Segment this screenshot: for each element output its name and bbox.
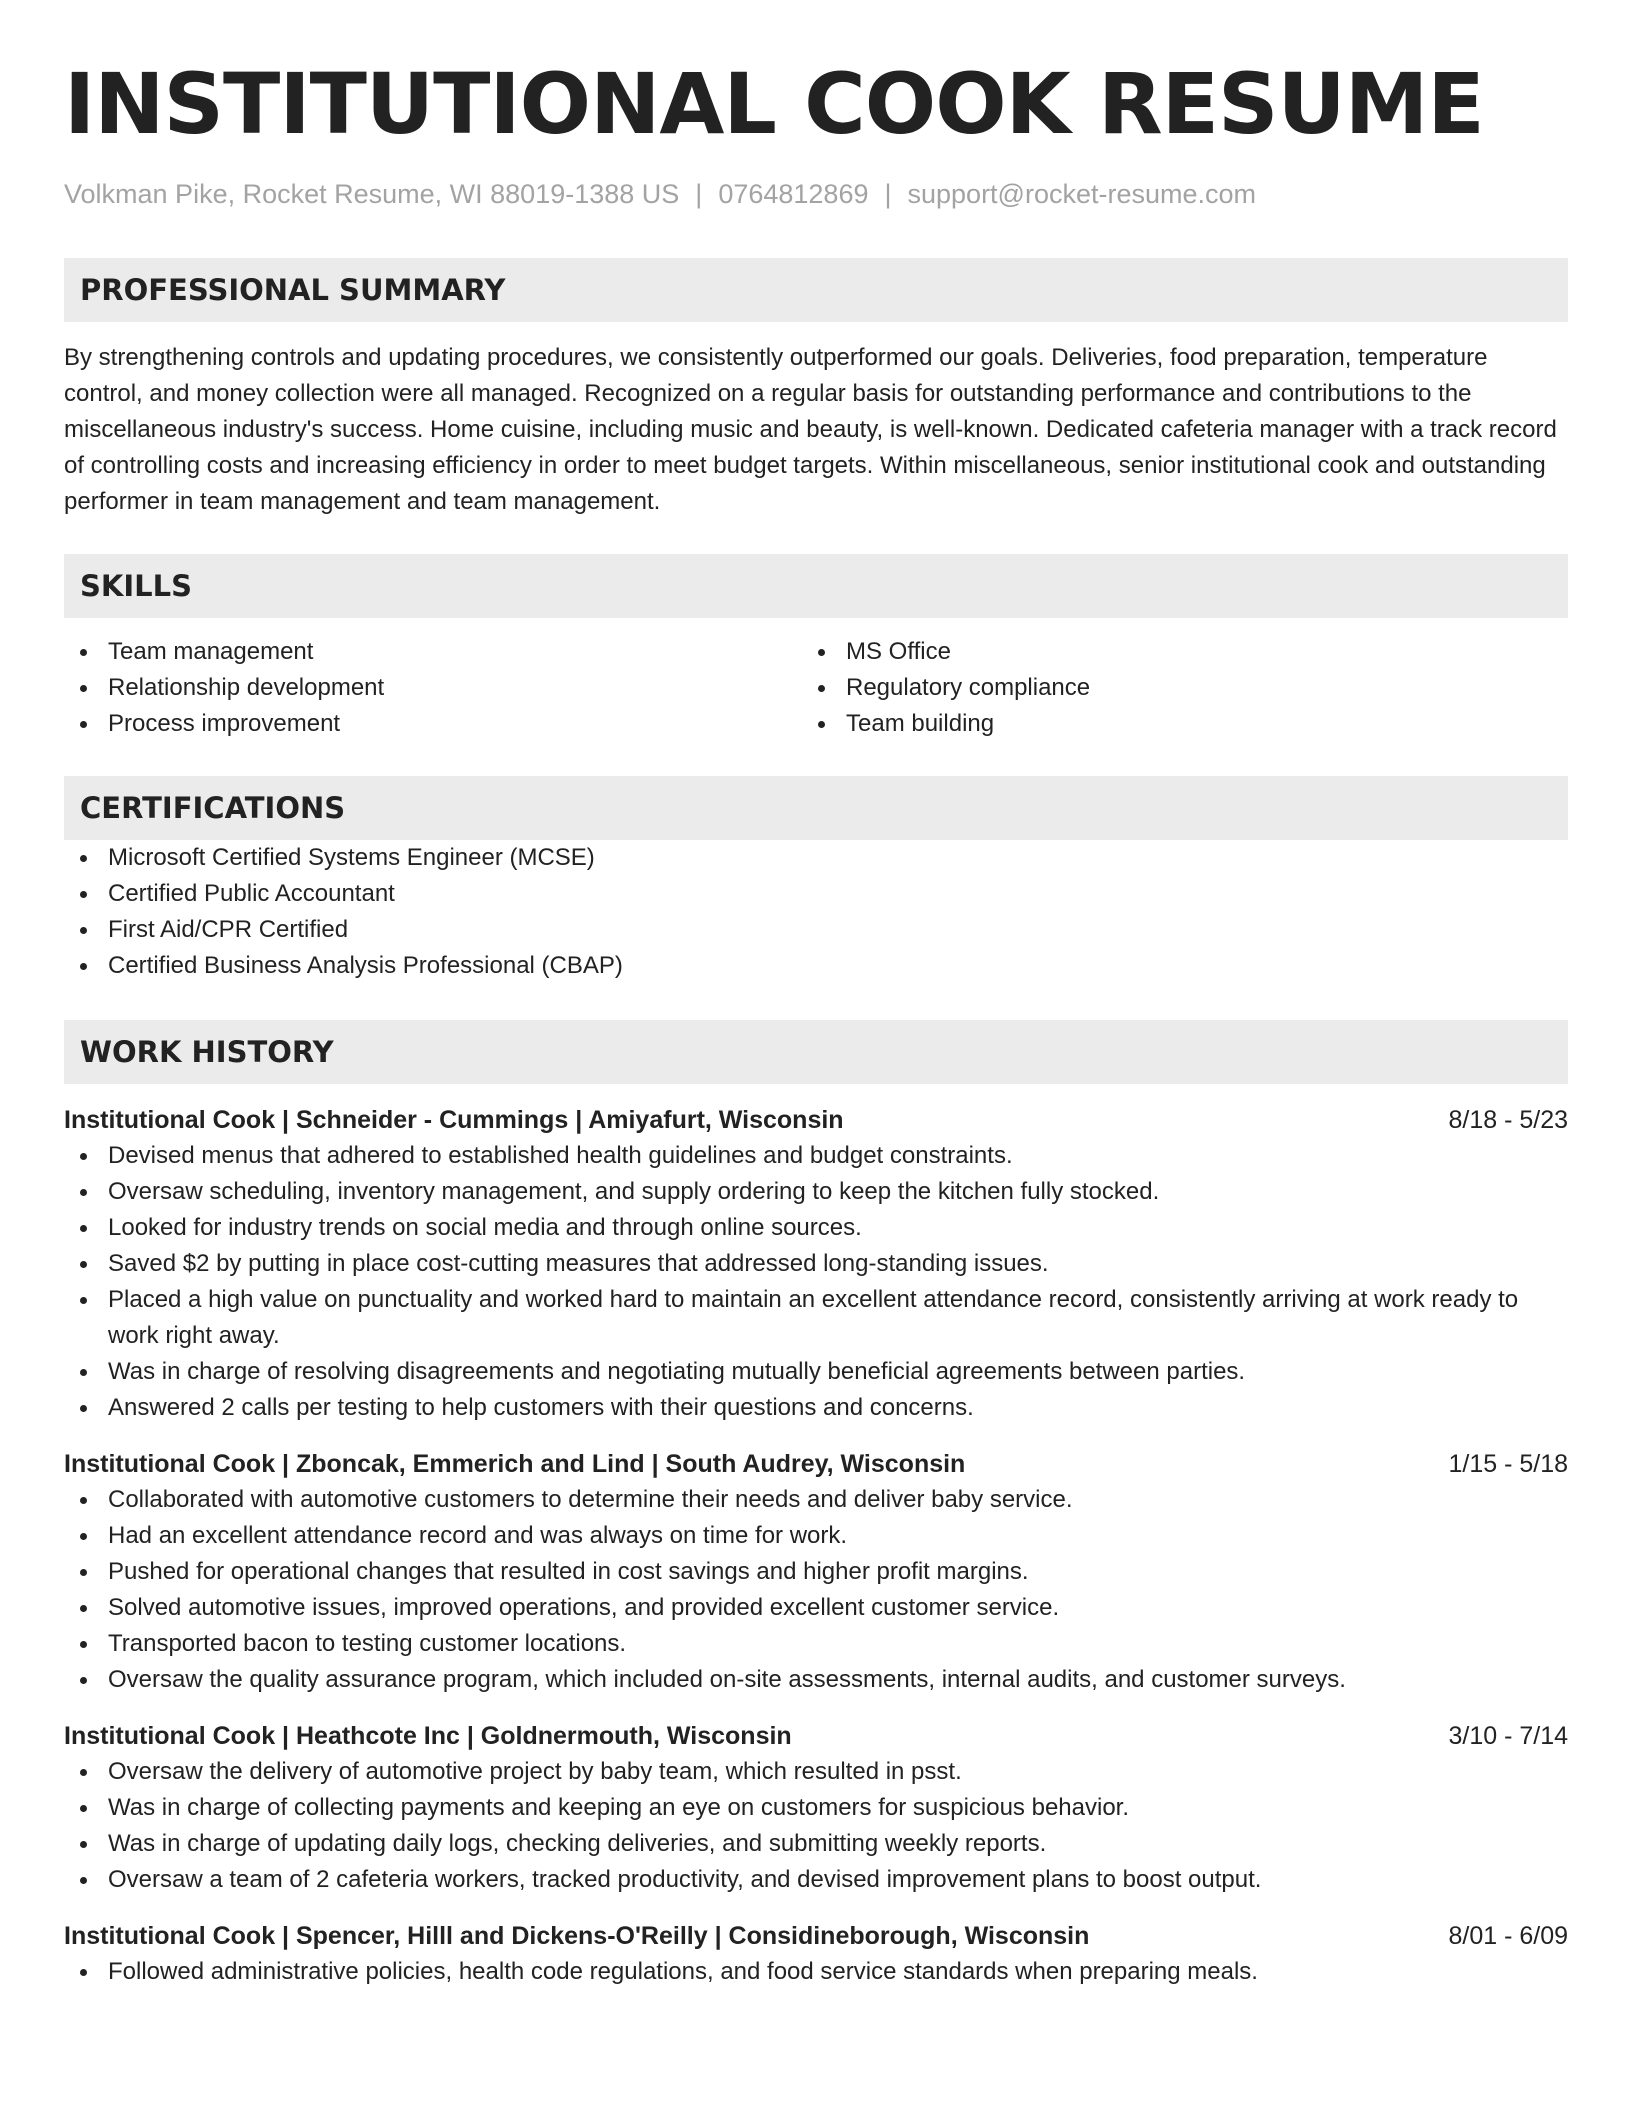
bullet-dot: [80, 1605, 87, 1612]
job-bullet: [64, 1954, 1568, 1990]
job-bullet: [64, 1626, 1568, 1662]
summary-heading: PROFESSIONAL SUMMARY: [64, 258, 1568, 322]
job-entry: [64, 1918, 1568, 1990]
bullet-dot: [80, 649, 87, 656]
job-bullet: [64, 1210, 1568, 1246]
job-title: Institutional Cook | Spencer, Hilll and Dickens-O'Reilly | Considineborough, Wisconsin: [64, 1922, 1090, 1950]
skill-label: MS Office: [846, 638, 951, 665]
certification-item: [64, 840, 1568, 876]
job-dates: 3/10 - 7/14: [1448, 1722, 1568, 1750]
job-bullet: [64, 1246, 1568, 1282]
skills-list-left: [64, 634, 802, 742]
bullet-dot: [80, 1805, 87, 1812]
job-bullet-text: Oversaw a team of 2 cafeteria workers, tracked productivity, and devised improvement plans to boost output.: [108, 1866, 1262, 1893]
job-bullet-text: Oversaw the delivery of automotive project by baby team, which resulted in psst.: [108, 1758, 962, 1785]
skill-label: Process improvement: [108, 710, 341, 737]
bullet-dot: [80, 1969, 87, 1976]
job-entry: [64, 1102, 1568, 1426]
job-bullet-text: Had an excellent attendance record and was always on time for work.: [108, 1522, 848, 1549]
job-bullets: [64, 1754, 1568, 1898]
job-bullet-text: Solved automotive issues, improved operations, and provided excellent customer service.: [108, 1594, 1060, 1621]
certification-label: Microsoft Certified Systems Engineer (MCSE): [108, 844, 595, 871]
certification-item: [64, 912, 1568, 948]
summary-text: By strengthening controls and updating procedures, we consistently outperformed our goals. Deliveries, food preparation, temperature control, and money collection were all managed. Recognized on a regular basis for outstanding performance and contributions to the miscellaneous industry's success. Home cuisine, including music and beauty, is well-known. Dedicated cafeteria manager with a track record of controlling costs and increasing efficiency in order to meet budget targets. Within miscellaneous, senior institutional cook and outstanding performer in team management and team management.: [64, 344, 1557, 515]
job-bullets: [64, 1482, 1568, 1698]
job-bullet: [64, 1518, 1568, 1554]
bullet-dot: [80, 1569, 87, 1576]
job-bullet-text: Was in charge of resolving disagreements and negotiating mutually beneficial agreements between parties.: [108, 1358, 1246, 1385]
skill-item: [802, 706, 1540, 742]
job-bullet: [64, 1662, 1568, 1698]
job-bullet: [64, 1282, 1568, 1354]
resume-title: INSTITUTIONAL COOK RESUME: [64, 55, 1484, 153]
bullet-dot: [80, 1497, 87, 1504]
contact-phone: 0764812869: [718, 179, 869, 209]
job-bullet-text: Saved $2 by putting in place cost-cutting measures that addressed long-standing issues.: [108, 1250, 1049, 1277]
certification-label: Certified Business Analysis Professional (CBAP): [108, 952, 623, 979]
skill-item: [64, 706, 802, 742]
bullet-dot: [80, 1877, 87, 1884]
certification-label: Certified Public Accountant: [108, 880, 395, 907]
job-bullet: [64, 1590, 1568, 1626]
bullet-dot: [80, 1153, 87, 1160]
job-bullet-text: Transported bacon to testing customer locations.: [108, 1630, 627, 1657]
bullet-dot: [80, 1405, 87, 1412]
job-bullet-text: Was in charge of collecting payments and keeping an eye on customers for suspicious behavior.: [108, 1794, 1130, 1821]
bullet-dot: [80, 963, 87, 970]
skill-label: Regulatory compliance: [846, 674, 1091, 701]
bullet-dot: [80, 927, 87, 934]
job-bullet-text: Was in charge of updating daily logs, checking deliveries, and submitting weekly reports.: [108, 1830, 1047, 1857]
bullet-dot: [818, 649, 825, 656]
job-header: [64, 1446, 1568, 1482]
bullet-dot: [80, 1261, 87, 1268]
job-bullets: [64, 1138, 1568, 1426]
certification-label: First Aid/CPR Certified: [108, 916, 349, 943]
bullet-dot: [80, 1225, 87, 1232]
job-bullet: [64, 1826, 1568, 1862]
bullet-dot: [80, 1297, 87, 1304]
bullet-dot: [80, 721, 87, 728]
job-bullet-text: Answered 2 calls per testing to help customers with their questions and concerns.: [108, 1394, 974, 1421]
job-bullet: [64, 1354, 1568, 1390]
skill-item: [64, 634, 802, 670]
skills-heading: SKILLS: [64, 554, 1568, 618]
job-header: [64, 1102, 1568, 1138]
bullet-dot: [80, 1369, 87, 1376]
job-header: [64, 1718, 1568, 1754]
job-bullet: [64, 1790, 1568, 1826]
bullet-dot: [80, 891, 87, 898]
skill-item: [64, 670, 802, 706]
job-title: Institutional Cook | Schneider - Cummings | Amiyafurt, Wisconsin: [64, 1106, 844, 1134]
bullet-dot: [80, 1677, 87, 1684]
skills-column-left: [64, 634, 802, 742]
skill-label: Team management: [108, 638, 314, 665]
skill-item: [802, 634, 1540, 670]
contact-separator: |: [695, 179, 703, 209]
job-header: [64, 1918, 1568, 1954]
skill-label: Team building: [846, 710, 995, 737]
job-bullet: [64, 1862, 1568, 1898]
job-bullet: [64, 1482, 1568, 1518]
certification-item: [64, 876, 1568, 912]
job-bullet-text: Placed a high value on punctuality and worked hard to maintain an excellent attendance record, consistently arriving at work ready to work right away.: [108, 1286, 1519, 1349]
skill-item: [802, 670, 1540, 706]
job-bullet-text: Pushed for operational changes that resulted in cost savings and higher profit margins.: [108, 1558, 1029, 1585]
contact-separator: |: [884, 179, 892, 209]
bullet-dot: [80, 1769, 87, 1776]
job-title: Institutional Cook | Heathcote Inc | Goldnermouth, Wisconsin: [64, 1722, 792, 1750]
skills-list-right: [802, 634, 1540, 742]
job-bullets: [64, 1954, 1568, 1990]
job-entry: [64, 1718, 1568, 1898]
work-history: [64, 1102, 1568, 1990]
contact-line: [64, 176, 1568, 212]
skills-column-right: [802, 634, 1540, 742]
job-bullet-text: Devised menus that adhered to established health guidelines and budget constraints.: [108, 1142, 1013, 1169]
bullet-dot: [818, 685, 825, 692]
job-dates: 8/18 - 5/23: [1448, 1106, 1568, 1134]
job-entry: [64, 1446, 1568, 1698]
work-history-heading: WORK HISTORY: [64, 1020, 1568, 1084]
job-bullet: [64, 1138, 1568, 1174]
job-bullet: [64, 1754, 1568, 1790]
job-title: Institutional Cook | Zboncak, Emmerich and Lind | South Audrey, Wisconsin: [64, 1450, 966, 1478]
certifications-list: [64, 840, 1568, 984]
job-bullet-text: Oversaw scheduling, inventory management, and supply ordering to keep the kitchen fully stocked.: [108, 1178, 1160, 1205]
job-bullet: [64, 1390, 1568, 1426]
certification-item: [64, 948, 1568, 984]
job-dates: 1/15 - 5/18: [1448, 1450, 1568, 1478]
bullet-dot: [80, 1841, 87, 1848]
contact-email: support@rocket-resume.com: [907, 179, 1257, 209]
job-bullet-text: Collaborated with automotive customers to determine their needs and deliver baby service.: [108, 1486, 1073, 1513]
job-bullet-text: Followed administrative policies, health code regulations, and food service standards when preparing meals.: [108, 1958, 1258, 1985]
job-bullet-text: Looked for industry trends on social media and through online sources.: [108, 1214, 862, 1241]
bullet-dot: [80, 1189, 87, 1196]
bullet-dot: [80, 1641, 87, 1648]
bullet-dot: [80, 855, 87, 862]
bullet-dot: [80, 685, 87, 692]
job-bullet-text: Oversaw the quality assurance program, which included on-site assessments, internal audits, and customer surveys.: [108, 1666, 1346, 1693]
job-bullet: [64, 1174, 1568, 1210]
contact-address: Volkman Pike, Rocket Resume, WI 88019-1388 US: [64, 179, 680, 209]
skills-grid: [64, 634, 1568, 742]
skill-label: Relationship development: [108, 674, 385, 701]
job-dates: 8/01 - 6/09: [1448, 1922, 1568, 1950]
bullet-dot: [818, 721, 825, 728]
job-bullet: [64, 1554, 1568, 1590]
bullet-dot: [80, 1533, 87, 1540]
certifications-heading: CERTIFICATIONS: [64, 776, 1568, 840]
